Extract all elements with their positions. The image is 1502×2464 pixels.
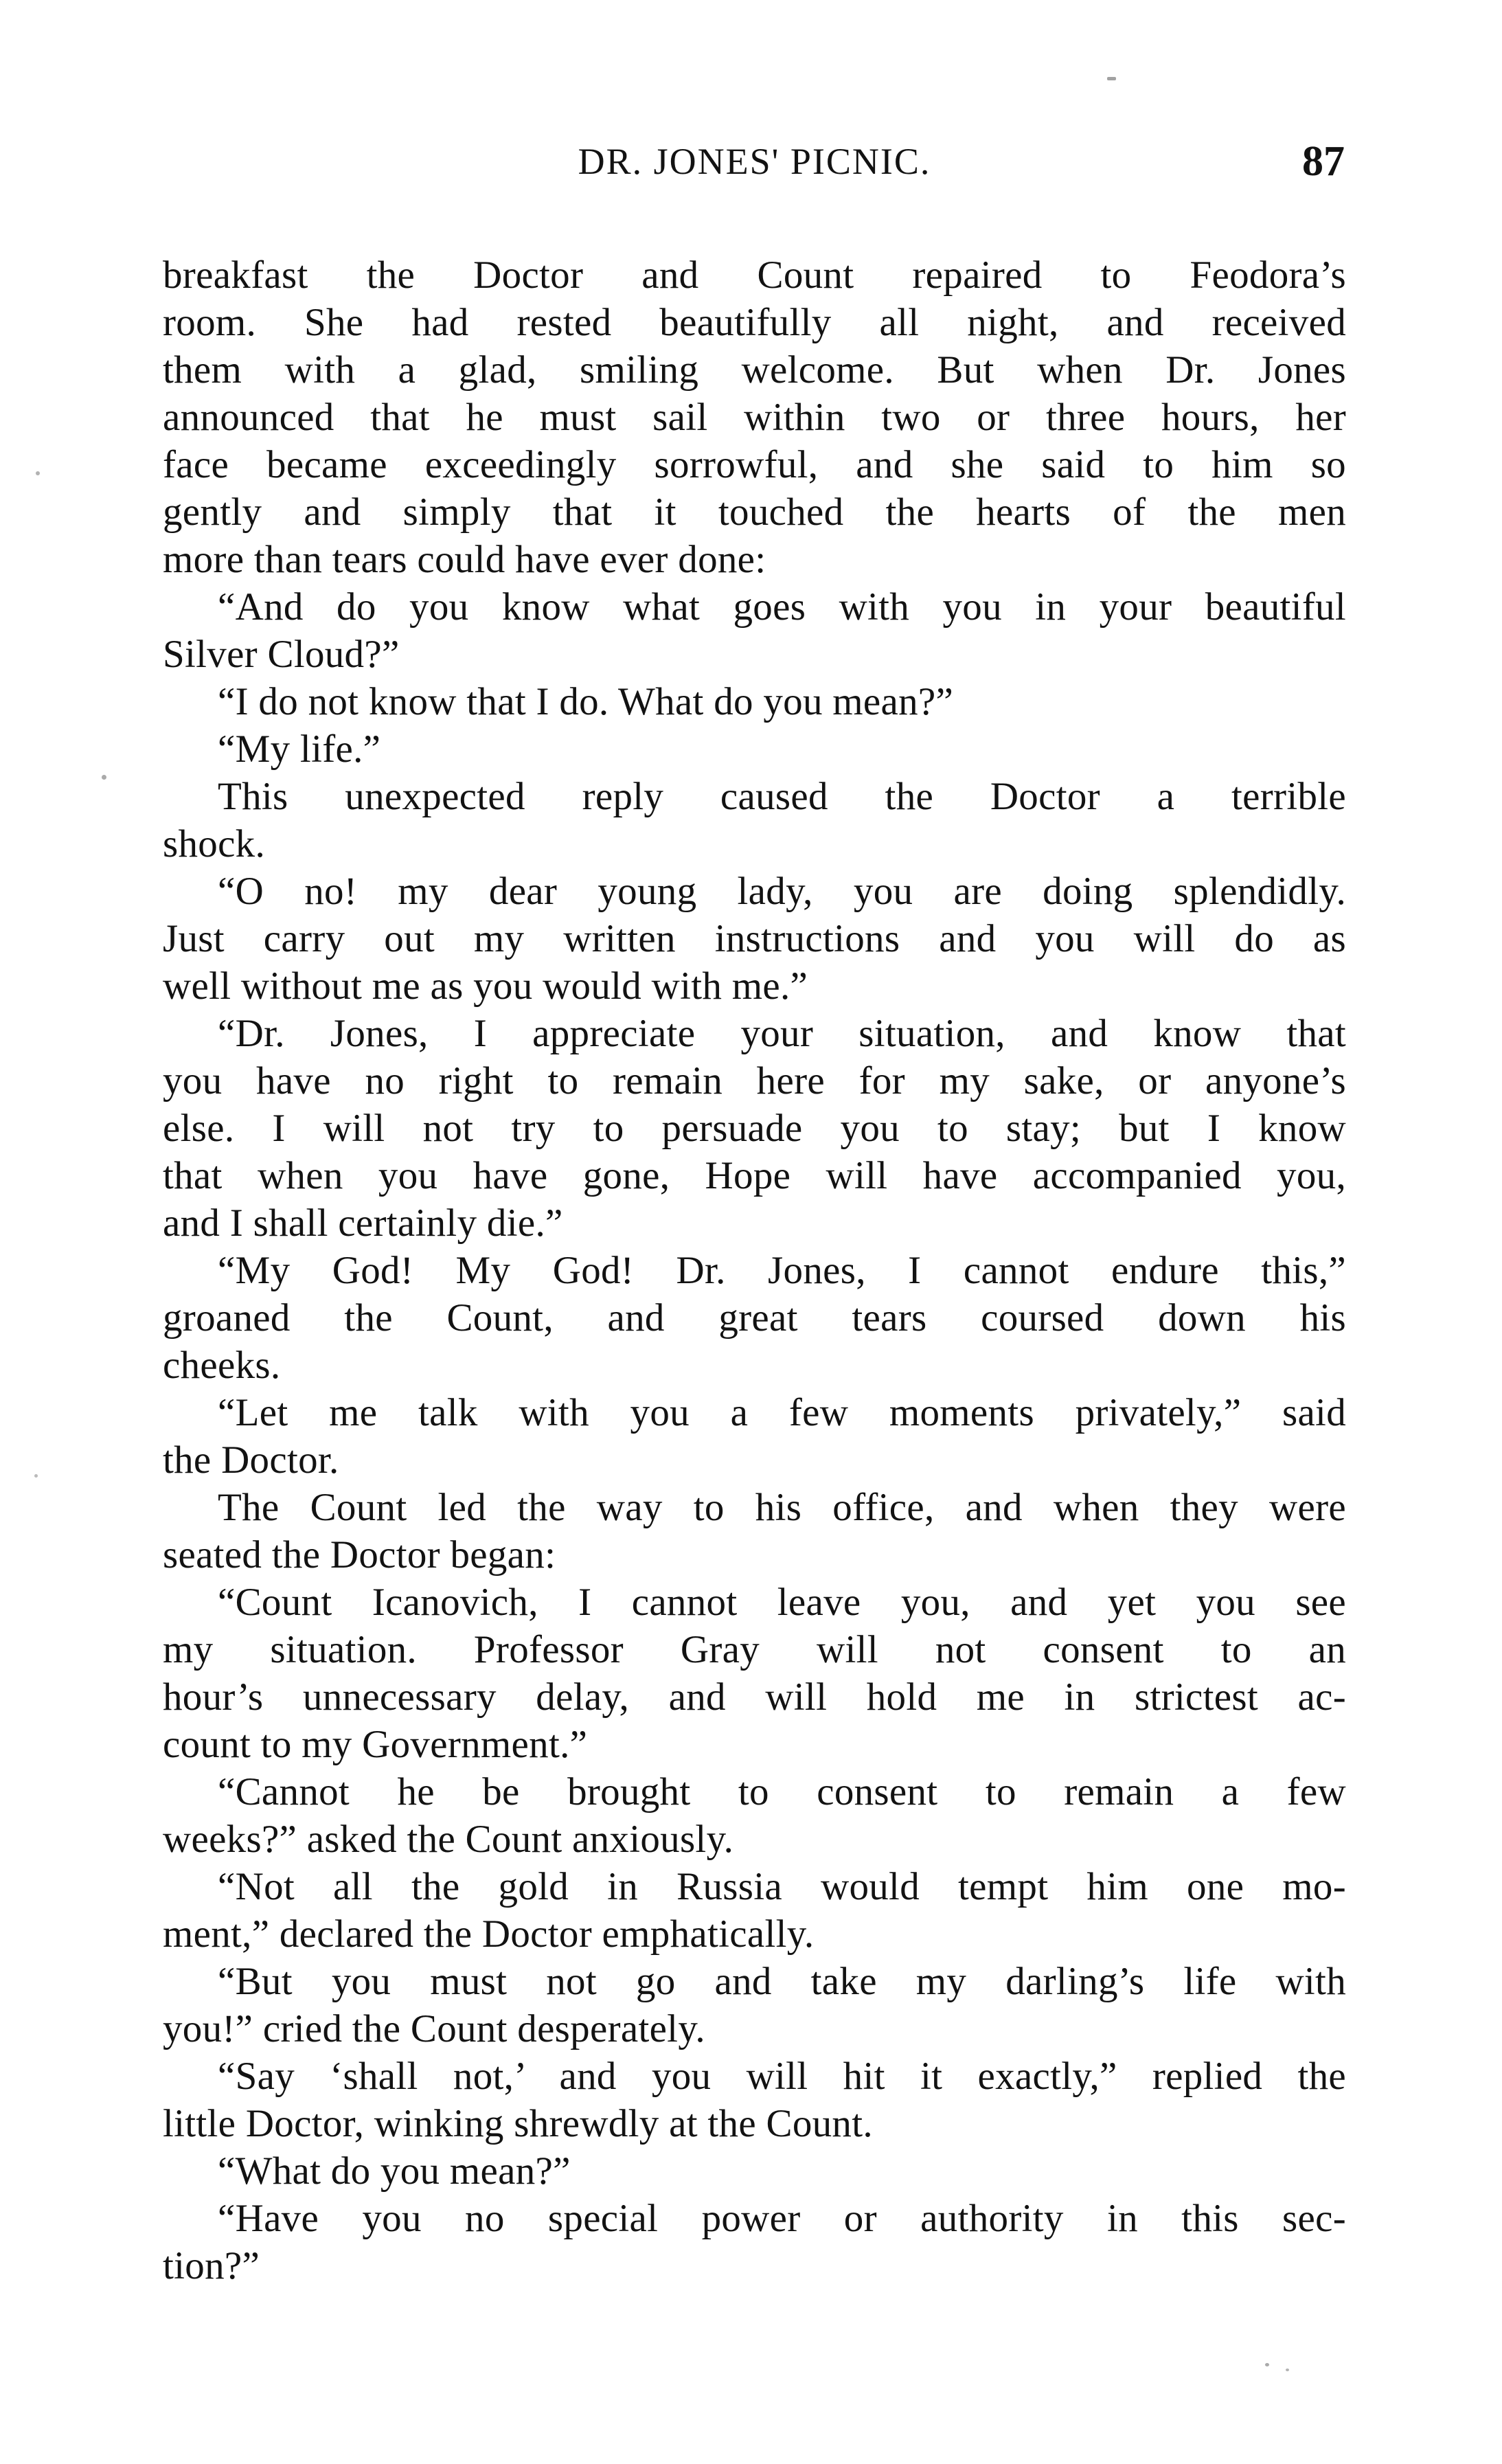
paragraph (163, 678, 1346, 725)
text-line: shock. (163, 822, 266, 866)
text-line: “O no! my dear young lady, you are doing splendidly. (218, 870, 1346, 913)
text-line: “Say ‘shall not,’ and you will hit it exactly,” replied the (218, 2055, 1346, 2098)
text-line: tion?” (163, 2244, 260, 2287)
paragraph (163, 1247, 1346, 1389)
paragraph (163, 773, 1346, 868)
text-line: seated the Doctor began: (163, 1533, 556, 1576)
text-line: “And do you know what goes with you in your beautiful (218, 585, 1346, 629)
text-line: “What do you mean?” (218, 2149, 571, 2193)
text-line: “But you must not go and take my darling’s life with (218, 1960, 1346, 2003)
text-line: “Dr. Jones, I appreciate your situation, and know that (218, 1012, 1346, 1055)
text-line: else. I will not try to persuade you to stay; but I know (163, 1107, 1346, 1150)
text-line: breakfast the Doctor and Count repaired to Feodora’s (163, 253, 1346, 297)
text-line: well without me as you would with me.” (163, 964, 808, 1008)
text-line: The Count led the way to his office, and when they were (218, 1486, 1346, 1529)
text-line: groaned the Count, and great tears coursed down his (163, 1296, 1346, 1340)
page-number: 87 (1302, 138, 1345, 185)
paragraph (163, 1863, 1346, 1958)
paragraph (163, 1768, 1346, 1863)
text-line: gently and simply that it touched the hearts of the men (163, 490, 1346, 534)
paragraph (163, 1010, 1346, 1247)
text-line: you have no right to remain here for my sake, or anyone’s (163, 1059, 1346, 1103)
scan-speck (1265, 2363, 1269, 2366)
paragraph (163, 2195, 1346, 2290)
text-line: count to my Government.” (163, 1723, 588, 1766)
text-line: “Cannot he be brought to consent to remain a few (218, 1770, 1346, 1813)
text-line: “My God! My God! Dr. Jones, I cannot endure this,” (218, 1249, 1346, 1292)
paragraph (163, 583, 1346, 678)
paragraph (163, 1389, 1346, 1484)
text-line: cheeks. (163, 1344, 281, 1387)
text-line: “Count Icanovich, I cannot leave you, and yet you see (218, 1581, 1346, 1624)
paragraph (163, 2053, 1346, 2147)
paragraph (163, 725, 1346, 773)
text-line: room. She had rested beautifully all night, and received (163, 301, 1346, 344)
scan-speck (1286, 2369, 1289, 2371)
text-line: “Let me talk with you a few moments privately,” said (218, 1391, 1346, 1434)
text-line: the Doctor. (163, 1438, 339, 1482)
text-line: face became exceedingly sorrowful, and she said to him so (163, 443, 1346, 486)
paragraph (163, 1958, 1346, 2053)
page-header (163, 137, 1346, 192)
text-line: them with a glad, smiling welcome. But when Dr. Jones (163, 348, 1346, 392)
text-line: and I shall certainly die.” (163, 1201, 563, 1245)
text-line: “My life.” (218, 727, 381, 771)
running-title: DR. JONES' PICNIC. (578, 141, 931, 182)
text-line: announced that he must sail within two or three hours, her (163, 396, 1346, 439)
text-line: hour’s unnecessary delay, and will hold me in strictest ac- (163, 1675, 1346, 1719)
text-line: This unexpected reply caused the Doctor a terrible (218, 775, 1346, 818)
paragraph (163, 251, 1346, 583)
text-line: “Have you no special power or authority in this sec- (218, 2197, 1346, 2240)
scan-speck (36, 471, 40, 475)
text-line: Silver Cloud?” (163, 633, 400, 676)
text-line: “I do not know that I do. What do you mean?” (218, 680, 954, 723)
paragraph (163, 1484, 1346, 1579)
scan-speck (1107, 77, 1116, 80)
scan-speck (102, 775, 106, 780)
text-line: you!” cried the Count desperately. (163, 2007, 705, 2050)
text-line: more than tears could have ever done: (163, 538, 766, 581)
text-line: that when you have gone, Hope will have accompanied you, (163, 1154, 1346, 1197)
paragraph (163, 2147, 1346, 2195)
text-line: Just carry out my written instructions and you will do as (163, 917, 1346, 960)
text-line: “Not all the gold in Russia would tempt him one mo- (218, 1865, 1346, 1908)
text-line: ment,” declared the Doctor emphatically. (163, 1912, 815, 1956)
page-body (163, 251, 1346, 2290)
paragraph (163, 868, 1346, 1010)
text-line: little Doctor, winking shrewdly at the Count. (163, 2102, 873, 2145)
scan-speck (34, 1474, 38, 1478)
paragraph (163, 1579, 1346, 1768)
text-line: weeks?” asked the Count anxiously. (163, 1818, 734, 1861)
text-line: my situation. Professor Gray will not consent to an (163, 1628, 1346, 1671)
